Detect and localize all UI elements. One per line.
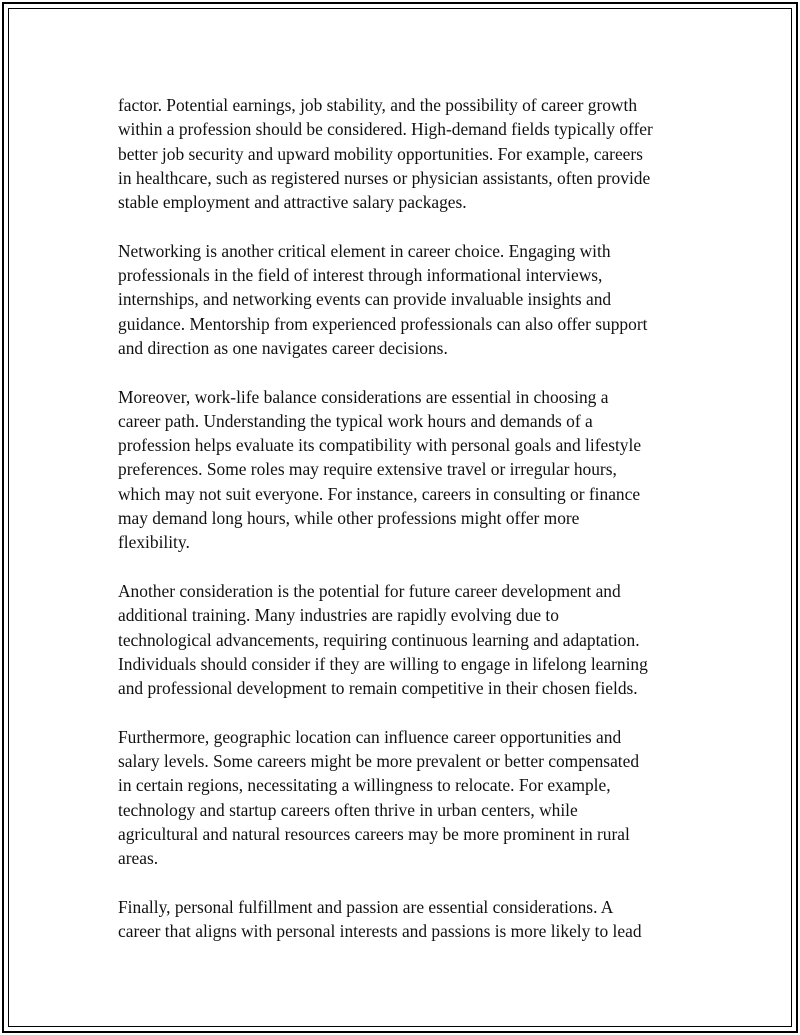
text-line: career that aligns with personal interests and passions is more likely to lead: [118, 921, 642, 942]
paragraph: [118, 239, 690, 360]
paragraph: [118, 579, 690, 700]
text-line: flexibility.: [118, 532, 190, 553]
text-line: and professional development to remain competitive in their chosen fields.: [118, 678, 638, 699]
paragraph: [118, 725, 690, 871]
text-line: Networking is another critical element in career choice. Engaging with: [118, 240, 611, 261]
text-line: Finally, personal fulfillment and passion are essential considerations. A: [118, 896, 614, 917]
text-line: technological advancements, requiring continuous learning and adaptation.: [118, 629, 640, 650]
text-line: and direction as one navigates career decisions.: [118, 337, 448, 358]
text-line: stable employment and attractive salary packages.: [118, 192, 467, 213]
text-line: factor. Potential earnings, job stability, and the possibility of career growth: [118, 95, 638, 115]
text-line: professionals in the field of interest through informational interviews,: [118, 265, 603, 286]
text-line: career path. Understanding the typical work hours and demands of a: [118, 410, 593, 431]
text-line: which may not suit everyone. For instance, careers in consulting or finance: [118, 483, 641, 504]
text-line: Moreover, work-life balance considerations are essential in choosing a: [118, 386, 609, 407]
paragraph: [118, 93, 690, 214]
text-line: preferences. Some roles may require extensive travel or irregular hours,: [118, 459, 617, 480]
text-line: salary levels. Some careers might be more prevalent or better compensated: [118, 751, 640, 772]
text-line: in healthcare, such as registered nurses or physician assistants, often provide: [118, 167, 651, 188]
text-line: agricultural and natural resources careers may be more prominent in rural: [118, 823, 630, 844]
text-line: areas.: [118, 848, 159, 869]
document-body: [118, 93, 690, 968]
text-line: Furthermore, geographic location can influence career opportunities and: [118, 726, 622, 747]
text-line: profession helps evaluate its compatibility with personal goals and lifestyle: [118, 435, 642, 456]
text-line: may demand long hours, while other professions might offer more: [118, 508, 580, 529]
text-line: within a profession should be considered. High-demand fields typically offer: [118, 119, 653, 140]
paragraph: [118, 895, 690, 944]
paragraph: [118, 385, 690, 555]
text-line: Another consideration is the potential for future career development and: [118, 580, 621, 601]
text-line: in certain regions, necessitating a willingness to relocate. For example,: [118, 775, 611, 796]
text-line: internships, and networking events can provide invaluable insights and: [118, 289, 612, 310]
text-line: technology and startup careers often thrive in urban centers, while: [118, 799, 578, 820]
text-line: guidance. Mentorship from experienced professionals can also offer support: [118, 313, 648, 334]
text-line: Individuals should consider if they are willing to engage in lifelong learning: [118, 653, 648, 674]
text-line: better job security and upward mobility opportunities. For example, careers: [118, 143, 643, 164]
text-line: additional training. Many industries are rapidly evolving due to: [118, 605, 559, 626]
